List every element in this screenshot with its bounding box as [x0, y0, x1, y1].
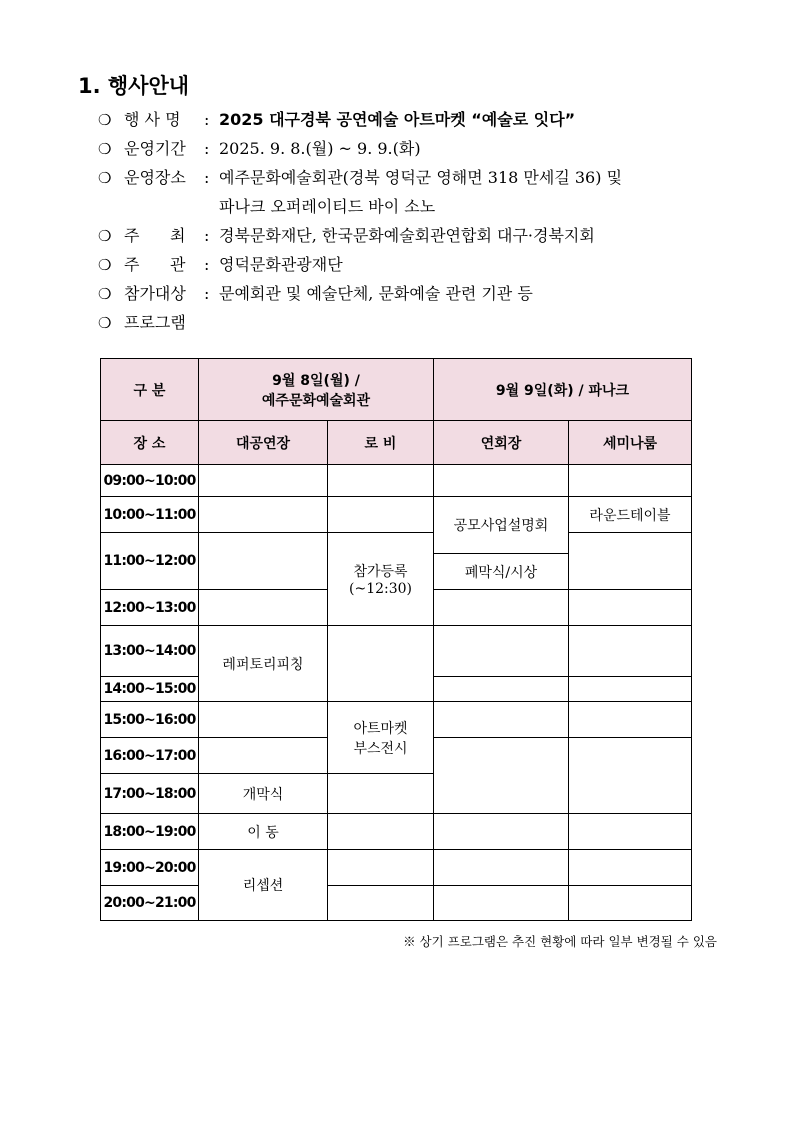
info-label: 운영장소 — [124, 168, 186, 187]
table-row — [101, 814, 692, 850]
time-slot: 09:00~10:00 — [101, 465, 199, 497]
time-slot: 12:00~13:00 — [101, 590, 199, 626]
empty-cell — [328, 814, 434, 850]
section-title: 1. 행사안내 — [78, 74, 190, 98]
event-repertory-pitching: 레퍼토리피칭 — [199, 626, 328, 702]
empty-cell — [434, 702, 569, 738]
empty-cell — [434, 626, 569, 677]
empty-cell — [569, 814, 692, 850]
table-row — [101, 533, 692, 554]
empty-cell — [328, 886, 434, 921]
empty-cell — [569, 590, 692, 626]
header-division: 구 분 — [101, 359, 199, 421]
venue-lobby: 로 비 — [328, 421, 434, 465]
info-value: 2025 대구경북 공연예술 아트마켓 “예술로 잇다” — [219, 110, 576, 129]
event-booth-exhibition — [328, 702, 434, 774]
time-slot: 20:00~21:00 — [101, 886, 199, 921]
event-move: 이 동 — [199, 814, 328, 850]
empty-cell — [569, 533, 692, 590]
bullet-icon: ❍ — [98, 285, 112, 303]
empty-cell — [569, 738, 692, 814]
header-day2: 9월 9일(화) / 파나크 — [434, 359, 692, 421]
bullet-icon: ❍ — [98, 256, 112, 274]
empty-cell — [434, 590, 569, 626]
venue-label: 장 소 — [101, 421, 199, 465]
table-row — [101, 465, 692, 497]
time-slot: 15:00~16:00 — [101, 702, 199, 738]
empty-cell — [569, 677, 692, 702]
table-row — [101, 626, 692, 677]
info-colon: : — [204, 284, 210, 303]
registration-label: 참가등록 — [353, 564, 408, 580]
table-row — [101, 497, 692, 533]
empty-cell — [328, 626, 434, 702]
info-label: 주 최 — [124, 226, 186, 245]
info-label: 프로그램 — [124, 313, 186, 332]
table-row — [101, 702, 692, 738]
empty-cell — [328, 774, 434, 814]
venue-line-1: 예주문화예술회관(경북 영덕군 영해면 318 만세길 36) 및 — [219, 168, 623, 187]
info-colon: : — [204, 139, 210, 158]
venue-line-2: 파나크 오퍼레이티드 바이 소노 — [219, 197, 436, 216]
bullet-icon: ❍ — [98, 111, 112, 129]
event-closing-awards: 폐막식/시상 — [434, 554, 569, 590]
empty-cell — [434, 814, 569, 850]
info-colon: : — [204, 226, 210, 245]
event-reception: 리셉션 — [199, 850, 328, 921]
empty-cell — [199, 533, 328, 590]
event-contest-briefing: 공모사업설명회 — [434, 497, 569, 554]
time-slot: 10:00~11:00 — [101, 497, 199, 533]
program-schedule-table — [100, 358, 692, 921]
venue-main-hall: 대공연장 — [199, 421, 328, 465]
info-label: 운영기간 — [124, 139, 186, 158]
empty-cell — [328, 850, 434, 886]
empty-cell — [569, 850, 692, 886]
time-slot: 11:00~12:00 — [101, 533, 199, 590]
header-day1 — [199, 359, 434, 421]
booth-line-2: 부스전시 — [353, 740, 408, 757]
info-label: 행 사 명 — [124, 110, 181, 129]
time-slot: 16:00~17:00 — [101, 738, 199, 774]
venue-seminar-room: 세미나룸 — [569, 421, 692, 465]
registration-deadline: (~12:30) — [349, 581, 412, 597]
info-value: 경북문화재단, 한국문화예술회관연합회 대구·경북지회 — [219, 226, 595, 245]
time-slot: 13:00~14:00 — [101, 626, 199, 677]
info-label: 주 관 — [124, 255, 186, 274]
empty-cell — [328, 497, 434, 533]
empty-cell — [199, 497, 328, 533]
info-value: 문예회관 및 예술단체, 문화예술 관련 기관 등 — [219, 284, 533, 303]
time-slot: 14:00~15:00 — [101, 677, 199, 702]
table-header-row — [101, 359, 692, 421]
info-value — [219, 166, 622, 219]
event-roundtable: 라운드테이블 — [569, 497, 692, 533]
time-slot: 17:00~18:00 — [101, 774, 199, 814]
time-slot: 18:00~19:00 — [101, 814, 199, 850]
info-label: 참가대상 — [124, 284, 186, 303]
info-colon: : — [204, 168, 210, 187]
info-colon: : — [204, 255, 210, 274]
time-slot: 19:00~20:00 — [101, 850, 199, 886]
table-row — [101, 850, 692, 886]
event-opening: 개막식 — [199, 774, 328, 814]
empty-cell — [328, 465, 434, 497]
empty-cell — [199, 590, 328, 626]
header-day1-venue: 예주문화예술회관 — [261, 392, 371, 409]
venue-banquet-hall: 연회장 — [434, 421, 569, 465]
empty-cell — [434, 850, 569, 886]
empty-cell — [434, 465, 569, 497]
empty-cell — [569, 465, 692, 497]
info-colon: : — [204, 110, 210, 129]
empty-cell — [199, 738, 328, 774]
info-value: 2025. 9. 8.(월) ~ 9. 9.(화) — [219, 139, 421, 158]
empty-cell — [569, 626, 692, 677]
table-row — [101, 886, 692, 921]
empty-cell — [199, 465, 328, 497]
empty-cell — [434, 738, 569, 814]
empty-cell — [569, 886, 692, 921]
header-day1-date: 9월 8일(월) / — [272, 372, 360, 389]
bullet-icon: ❍ — [98, 227, 112, 245]
event-registration — [328, 533, 434, 626]
schedule-footnote: ※ 상기 프로그램은 추진 현황에 따라 일부 변경될 수 있음 — [403, 934, 717, 949]
empty-cell — [434, 886, 569, 921]
info-value: 영덕문화관광재단 — [219, 255, 343, 274]
empty-cell — [199, 702, 328, 738]
bullet-icon: ❍ — [98, 169, 112, 187]
venue-row — [101, 421, 692, 465]
bullet-icon: ❍ — [98, 314, 112, 332]
empty-cell — [569, 702, 692, 738]
empty-cell — [434, 677, 569, 702]
booth-line-1: 아트마켓 — [353, 720, 408, 737]
bullet-icon: ❍ — [98, 140, 112, 158]
